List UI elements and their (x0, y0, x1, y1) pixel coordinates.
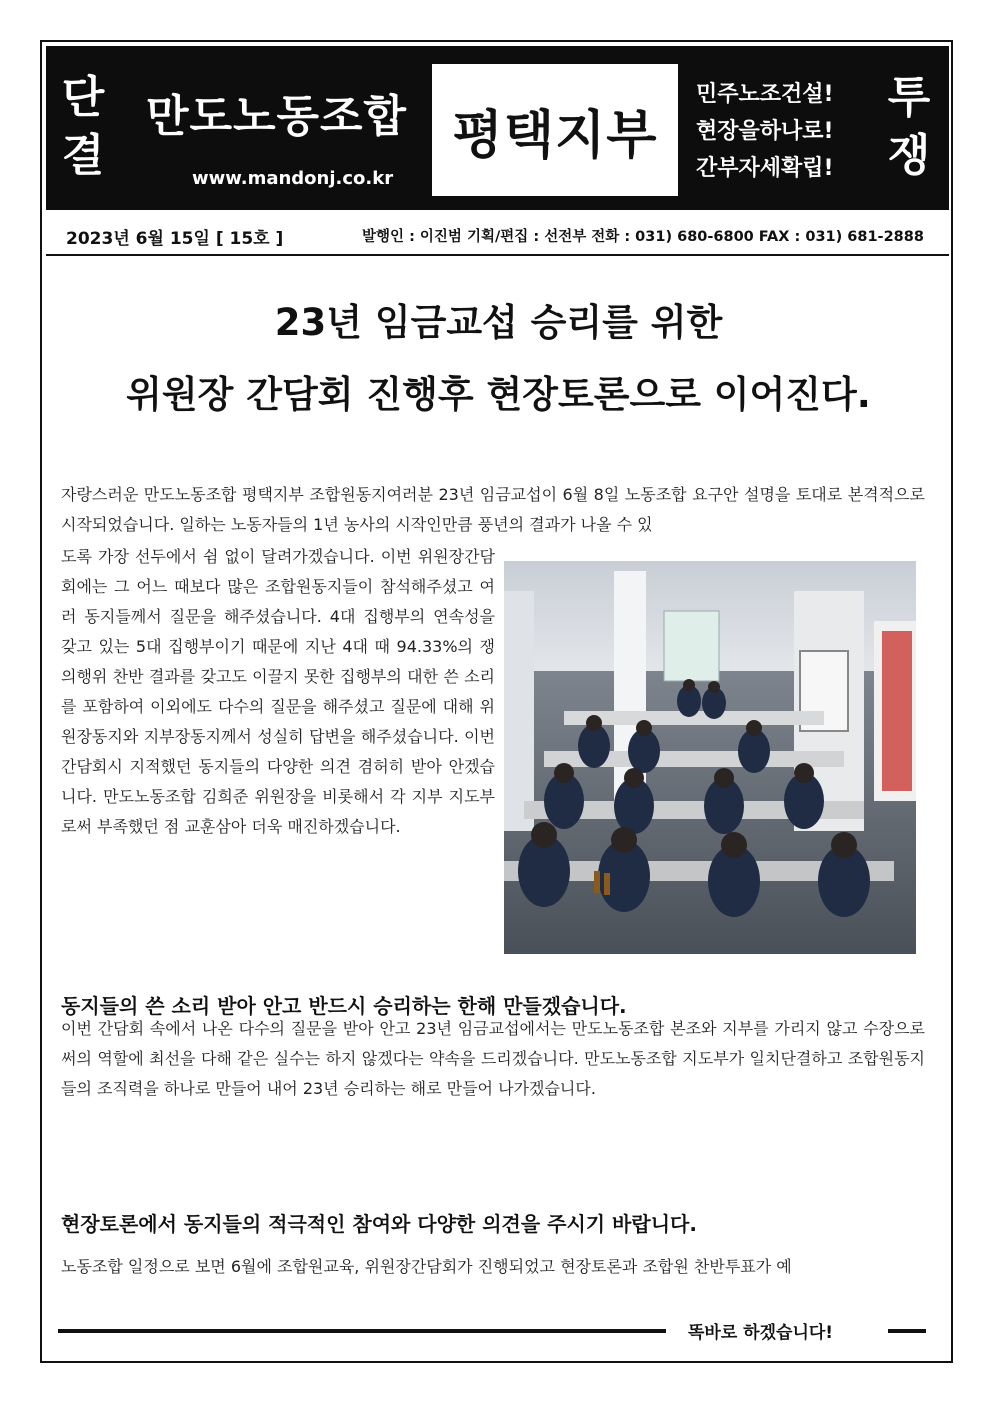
headline-line-2: 위원장 간담회 진행후 현장토론으로 이어진다. (126, 373, 871, 416)
publisher-info: 발행인 : 이진범 기획/편집 : 선전부 전화 : 031) 680-6800 FAX : 031) 681-2888 (362, 229, 924, 245)
issue-date: 2023년 6월 15일 [ 15호 ] (66, 229, 284, 249)
slogan-line: 현장을하나로! (696, 119, 834, 144)
website-link[interactable]: www.mandonj.co.kr (192, 168, 394, 189)
newsletter-frame (40, 40, 953, 1363)
article-section-2: 노동조합 일정으로 보면 6월에 조합원교육, 위원장간담회가 진행되었고 현장토론과 조합원 찬반투표가 예 (61, 1257, 792, 1276)
footer-divider-left (58, 1329, 666, 1333)
slogan-line: 민주노조건설! (696, 82, 834, 107)
headline-line-1: 23년 임금교섭 승리를 위한 (274, 301, 723, 344)
article-intro: 자랑스러운 만도노동조합 평택지부 조합원동지여러분 23년 임금교섭이 6월 8일 노동조합 요구안 설명을 토대로 본격적으로 시작되었습니다. 일하는 노동자들의 1년 농사의 시작인만큼 풍년의 결과가 나올 수 있 (61, 485, 925, 534)
branch-title-box (432, 64, 678, 196)
masthead-slogans (696, 76, 834, 187)
branch-title: 평택지부 (452, 105, 658, 166)
article-section-1: 이번 간담회 속에서 나온 다수의 질문을 받아 안고 23년 임금교섭에서는 만도노동조합 본조와 지부를 가리지 않고 수장으로써의 역할에 최선을 다해 같은 실수는 하지 않겠다는 약속을 드리겠습니다. 만도노동조합 지도부가 일치단결하고 조합원동지들의 조직력을 하나로 만들어 내어 23년 승리하는 해로 만들어 나가겠습니다. (61, 1019, 925, 1098)
masthead-left-vertical: 단 결 (61, 72, 105, 181)
footer-divider-right (888, 1329, 926, 1333)
section-heading-1: 동지들의 쓴 소리 받아 안고 반드시 승리하는 한해 만들겠습니다. (61, 994, 627, 1018)
info-bar (46, 212, 949, 256)
union-name: 만도노동조합 (146, 91, 408, 142)
section-heading-2: 현장토론에서 동지들의 적극적인 참여와 다양한 의견을 주시기 바랍니다. (61, 1212, 697, 1236)
meeting-photo (504, 561, 916, 954)
masthead-right-vertical: 투 쟁 (887, 72, 931, 181)
masthead (46, 46, 949, 210)
article-beside-photo: 도록 가장 선두에서 쉼 없이 달려가겠습니다. 이번 위원장간담회에는 그 어느 때보다 많은 조합원동지들이 참석해주셨고 여러 동지들께서 질문을 해주셨습니다. 4대 집행부의 연속성을 갖고 있는 5대 집행부이기 때문에 지난 4대 때 94.33%의 쟁의행위 찬반 결과를 갖고도 이끌지 못한 집행부의 대한 쓴 소리를 포함하여 이외에도 다수의 질문을 해주셨고 질문에 대해 위원장동지와 지부장동지께서 성실히 답변을 해주셨습니다. 이번 간담회시 지적했던 동지들의 다양한 의견 겸허히 받아 안겠습니다. 만도노동조합 김희준 위원장을 비롯해서 각 지부 지도부로써 부족했던 점 교훈삼아 더욱 매진하겠습니다. (61, 547, 495, 836)
footer-slogan: 똑바로 하겠습니다! (688, 1323, 834, 1343)
slogan-line: 간부자세확립! (696, 156, 834, 181)
